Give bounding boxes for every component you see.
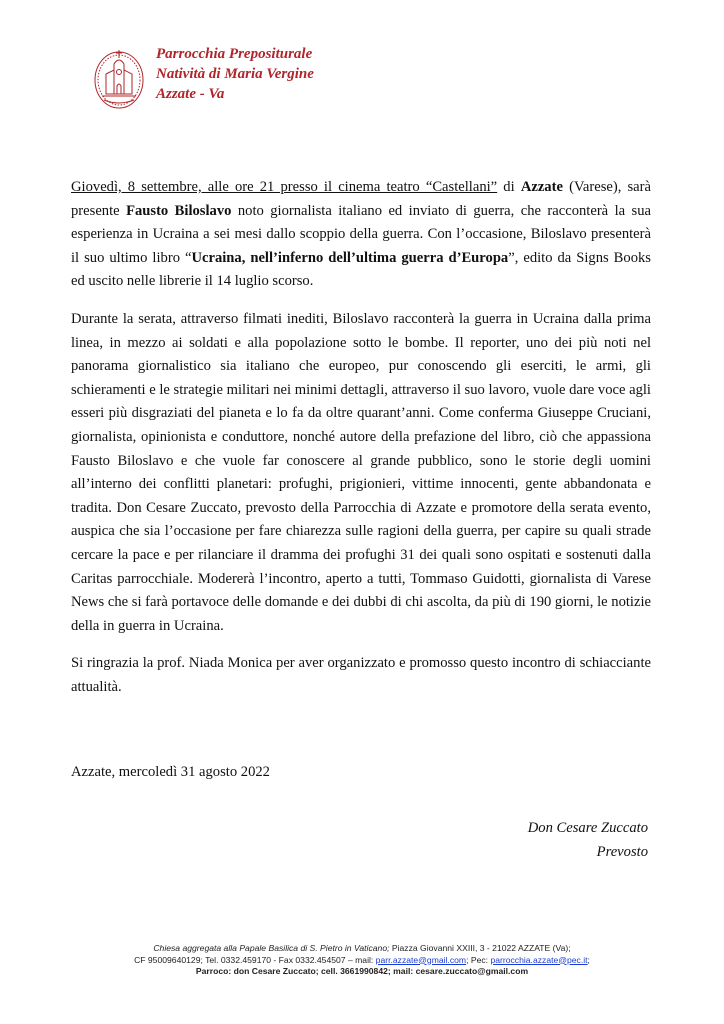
footer-line-2: CF 95009640129; Tel. 0332.459170 - Fax 0332.454507 – mail: parr.azzate@gmail.com; Pec: parrocchia.azzate@pec.it;: [134, 954, 590, 965]
paragraph-description: Durante la serata, attraverso filmati inediti, Biloslavo racconterà la guerra in Ucraina dalla prima linea, in mezzo ai soldati e alla popolazione sotto le bombe. Il reporter, uno dei più noti nel panorama giornalistico sia italiano che europeo, pur conoscendo gli eserciti, le armi, gli schieramenti e le strategie militari nei minimi dettagli, attraverso il suo lavoro, vuole dare voce agli esseri più disgraziati del pianeta e lo fa da oltre quarant’anni. Come conferma Giuseppe Cruciani, giornalista, opinionista e conduttore, nonché autore della prefazione del libro, ciò che appassiona Fausto Biloslavo e che vuole far conoscere al grande pubblico, sono le storie degli uomini all’interno dei conflitti planetari: profughi, prigionieri, vittime innocenti, gente abbandonata e tradita. Don Cesare Zuccato, prevosto della Parrocchia di Azzate e promotore della serata evento, auspica che sia l’occasione per fare chiarezza sulle ragioni della guerra, per capire su quali strade cercare la pace e per rilanciare il dramma dei profughi 31 dei quali sono ospitati e sostenuti dalla Caritas parrocchiale. Modererà l’incontro, aperto a tutti, Tommaso Guidotti, giornalista di Varese News che si farà portavoce delle domande e dei dubbi di chi ascolta, da più di 190 giorni, le notizie della in guerra in Ucraina.: [71, 310, 651, 634]
parish-name-line3: Azzate - Va: [156, 86, 225, 102]
event-date-phrase: Giovedì, 8 settembre, alle ore 21 presso il cinema teatro “Castellani”: [71, 179, 498, 195]
pec-link[interactable]: parrocchia.azzate@pec.it: [490, 954, 588, 965]
footer-line-1: Chiesa aggregata alla Papale Basilica di S. Pietro in Vaticano; Piazza Giovanni XXIII, 3 - 21022 AZZATE (Va);: [153, 943, 571, 953]
footer-line-3: Parroco: don Cesare Zuccato; cell. 3661990842; mail: cesare.zuccato@gmail.com: [195, 966, 529, 976]
paragraph-event: Giovedì, 8 settembre, alle ore 21 presso il cinema teatro “Castellani” di Azzate (Varese), sarà presente Fausto Biloslavo noto giornalista italiano ed inviato di guerra, che racconterà la sua esperienza in Ucraina a sei mesi dallo scoppio della guerra. Con l’occasione, Biloslavo presenterà il suo ultimo libro “Ucraina, nell’inferno dell’ultima guerra d’Europa”, edito da Signs Books ed uscito nelle librerie il 14 luglio scorso.: [71, 179, 652, 290]
church-seal-icon: [92, 44, 146, 110]
signature-role: Prevosto: [596, 844, 648, 860]
parish-name-line1: Parrocchia Prepositurale: [156, 46, 313, 62]
book-title: Ucraina, nell’inferno dell’ultima guerra d’Europa: [191, 249, 509, 266]
letterhead-footer: [0, 943, 724, 978]
email-link[interactable]: parr.azzate@gmail.com: [375, 954, 467, 965]
place-date: Azzate, mercoledì 31 agosto 2022: [71, 764, 270, 780]
letter-body: [71, 176, 651, 713]
signature-name: Don Cesare Zuccato: [527, 820, 648, 836]
town-name: Azzate: [520, 179, 563, 195]
parish-name-line2: Natività di Maria Vergine: [156, 66, 314, 82]
paragraph-thanks: Si ringrazia la prof. Niada Monica per aver organizzato e promosso questo incontro di schiacciante attualità.: [71, 655, 651, 695]
signature-block: [528, 816, 648, 864]
guest-name: Fausto Biloslavo: [126, 202, 232, 219]
parish-header: [156, 44, 314, 104]
